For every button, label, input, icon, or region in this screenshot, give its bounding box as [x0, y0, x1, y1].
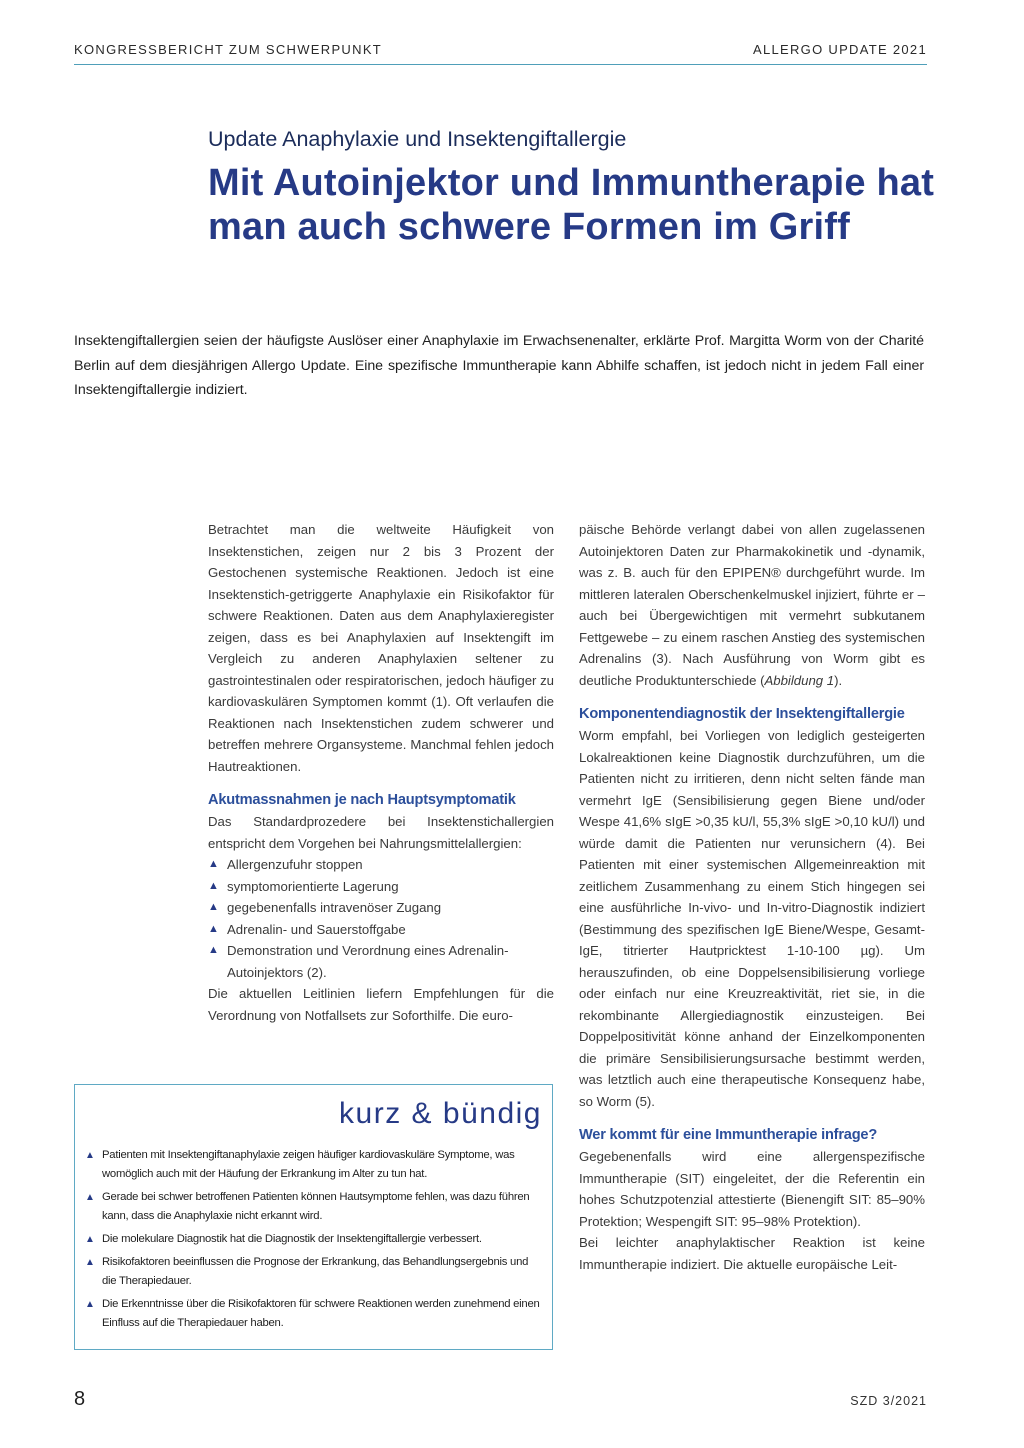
subheading: Komponentendiagnostik der Insektengiftallergie	[579, 706, 905, 722]
summary-box	[74, 1084, 553, 1350]
triangle-bullet-icon: ▲	[85, 1150, 95, 1161]
list-item	[208, 919, 554, 941]
summary-item	[85, 1253, 545, 1291]
summary-item	[85, 1230, 545, 1249]
text-column-left	[208, 519, 554, 1026]
triangle-bullet-icon: ▲	[85, 1234, 95, 1245]
summary-item-text: Die Erkenntnisse über die Risikofaktoren für schwere Reaktionen werden zunehmend einen Einfluss auf die Therapiedauer haben.	[102, 1298, 540, 1329]
list-item-text: Demonstration und Verordnung eines Adrenalin-Autoinjektors (2).	[227, 943, 509, 980]
article-kicker: Update Anaphylaxie und Insektengiftallergie	[208, 127, 627, 151]
list-item	[208, 876, 554, 898]
paragraph: Gegebenenfalls wird eine allergenspezifische Immuntherapie (SIT) eingeleitet, der die Referentin ein hohes Schutzpotenzial attestierte (Bienengift SIT: 85–90% Protektion; Wespengift SIT: 95–98% Protektion).	[579, 1149, 925, 1229]
summary-item	[85, 1188, 545, 1226]
publication-label: ALLERGO UPDATE 2021	[752, 42, 927, 57]
summary-item	[85, 1295, 545, 1333]
triangle-bullet-icon: ▲	[208, 922, 219, 935]
issue-label: SZD 3/2021	[850, 1394, 927, 1408]
list-item	[208, 940, 554, 983]
summary-item-text: Risikofaktoren beeinflussen die Prognose der Erkrankung, das Behandlungsergebnis und die Therapiedauer.	[102, 1256, 529, 1287]
measures-list	[208, 854, 554, 983]
subheading: Akutmassnahmen je nach Hauptsymptomatik	[208, 792, 516, 808]
summary-item	[85, 1146, 545, 1184]
paragraph-text: päische Behörde verlangt dabei von allen zugelassenen Autoinjektoren Daten zur Pharmakokinetik und -dynamik, was z. B. auch für den EPIPEN® durchgeführt wurde. Im mittleren lateralen Oberschenkelmuskel injiziert, führte er – auch bei Übergewichtigen mit vermehrt subkutanem Fettgewebe – zu einem raschen Anstieg des systemischen Adrenalins (3). Nach Ausführung von Worm gibt es deutliche Produktunterschiede (	[579, 522, 925, 688]
summary-box-title: kurz & bündig	[339, 1097, 542, 1130]
paragraph: Worm empfahl, bei Vorliegen von lediglich gesteigerten Lokalreaktionen keine Diagnostik durchzuführen, um die Patienten nicht zu irritieren, denn nicht selten fände man vermehrt IgE (Sensibilisierung gegen Biene und/oder Wespe 41,6% sIgE >0,35 kU/l, 55,3% sIgE >0,10 kU/l) und würde damit die Patienten nur verunsichern (4). Bei Patienten mit einer systemischen Allgemeinreaktion mit zeitlichem Zusammenhang zu einem Stich hingegen sei eine ausführliche In-vivo- und In-vitro-Diagnostik indiziert (Bestimmung des spezifischen IgE Biene/Wespe, Gesamt-IgE, titrierter Hautpricktest 1-10-100 µg). Um herauszufinden, ob eine Doppelsensibilisierung vorliege oder einfach nur eine Kreuzreaktivität, riet sie, in die rekombinante Allergiediagnostik einzusteigen. Bei Doppelpositivität könne anhand der Einzelkomponenten die primäre Sensibilisierungsursache bestimmt werden, was letztlich auch eine therapeutische Konsequenz habe, so Worm (5).	[579, 728, 925, 1109]
list-item-text: gegebenenfalls intravenöser Zugang	[227, 900, 442, 915]
triangle-bullet-icon: ▲	[85, 1299, 95, 1310]
paragraph-text: ).	[834, 672, 843, 688]
list-item	[208, 897, 554, 919]
triangle-bullet-icon: ▲	[208, 944, 219, 956]
paragraph: Betrachtet man die weltweite Häufigkeit von Insektenstichen, zeigen nur 2 bis 3 Prozent der Gestochenen systemische Reaktionen. Jedoch ist eine Insektenstich-getriggerte Anaphylaxie ein Risikofaktor für schwere Reaktionen. Daten aus dem Anaphylaxieregister zeigen, dass es bei Anaphylaxien auf Insektengift im Vergleich zu anderen Anaphylaxien seltener zu gastrointestinalen oder respiratorischen, jedoch häufiger zu kardiovaskulären Symptomen kommt (1). Oft verlaufen die Reaktionen nach Insektenstichen zudem schwerer und betreffen mehrere Organsysteme. Manchmal fehlen jedoch Hautreaktionen.	[208, 522, 555, 774]
triangle-bullet-icon: ▲	[208, 901, 219, 913]
paragraph: Bei leichter anaphylaktischer Reaktion ist keine Immuntherapie indiziert. Die aktuelle europäische Leit-	[579, 1235, 925, 1272]
running-header	[74, 38, 927, 65]
triangle-bullet-icon: ▲	[85, 1257, 95, 1268]
list-item-text: symptomorientierte Lagerung	[227, 878, 399, 894]
summary-item-text: Gerade bei schwer betroffenen Patienten können Hautsymptome fehlen, was dazu führen kann, dass die Anaphylaxie nicht erkannt wird.	[102, 1191, 530, 1222]
text-column-right	[579, 519, 925, 1275]
subheading: Wer kommt für eine Immuntherapie infrage?	[579, 1127, 878, 1143]
list-item	[208, 854, 554, 876]
article-headline: Mit Autoinjektor und Immuntherapie hat man auch schwere Formen im Griff	[208, 162, 935, 248]
list-item-text: Allergenzufuhr stoppen	[227, 857, 363, 872]
list-item-text: Adrenalin- und Sauerstoffgabe	[227, 921, 406, 937]
triangle-bullet-icon: ▲	[208, 858, 219, 870]
page-number: 8	[74, 1388, 86, 1410]
summary-list	[85, 1146, 545, 1337]
figure-reference: Abbildung 1	[764, 672, 835, 688]
paragraph: Das Standardprozedere bei Insektenstichallergien entspricht dem Vorgehen bei Nahrungsmittelallergien:	[208, 814, 554, 851]
section-label: KONGRESSBERICHT ZUM SCHWERPUNKT	[74, 42, 383, 57]
summary-item-text: Patienten mit Insektengiftanaphylaxie zeigen häufiger kardiovaskuläre Symptome, was womöglich auch mit der Häufung der Erkrankung im Alter zu tun hat.	[102, 1149, 515, 1180]
triangle-bullet-icon: ▲	[208, 879, 219, 892]
summary-item-text: Die molekulare Diagnostik hat die Diagnostik der Insektengiftallergie verbessert.	[102, 1233, 482, 1245]
article-lead: Insektengiftallergien seien der häufigste Auslöser einer Anaphylaxie im Erwachsenenalter, erklärte Prof. Margitta Worm von der Charité Berlin auf dem diesjährigen Allergo Update. Eine spezifische Immuntherapie kann Abhilfe schaffen, ist jedoch nicht in jedem Fall einer Insektengiftallergie indiziert.	[74, 333, 924, 398]
paragraph	[579, 519, 925, 691]
paragraph: Die aktuellen Leitlinien liefern Empfehlungen für die Verordnung von Notfallsets zur Soforthilfe. Die euro-	[208, 986, 554, 1023]
triangle-bullet-icon: ▲	[85, 1192, 95, 1203]
